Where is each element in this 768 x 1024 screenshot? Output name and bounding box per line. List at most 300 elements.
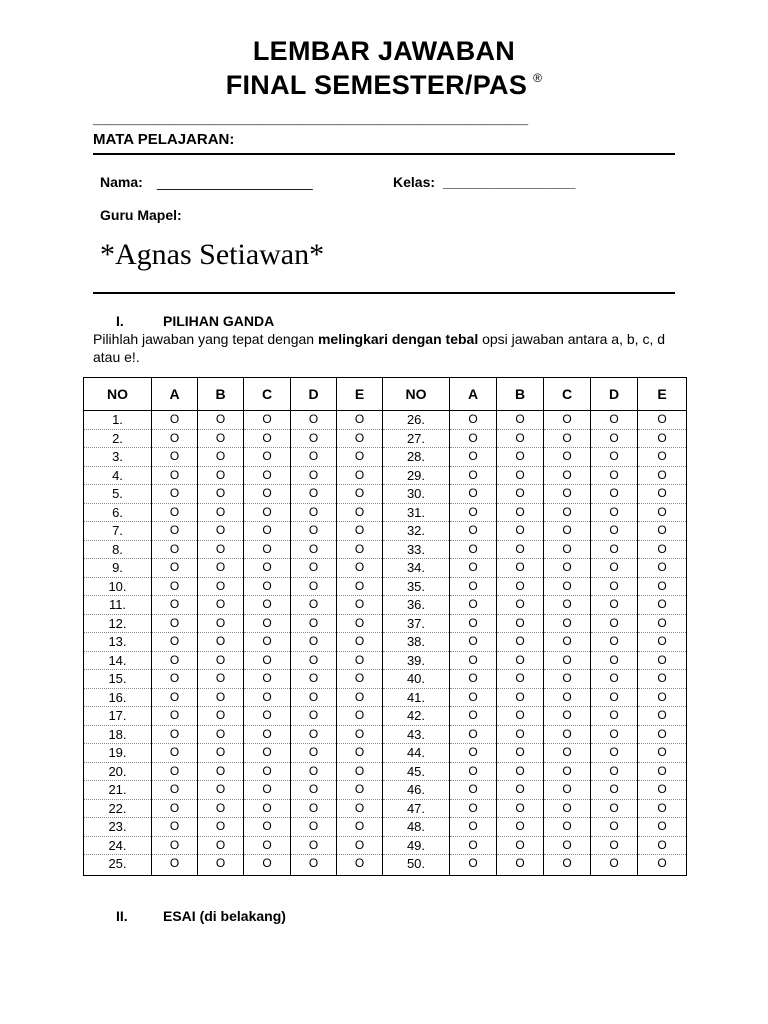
option-bubble[interactable]: O xyxy=(244,466,291,485)
option-bubble[interactable]: O xyxy=(198,688,244,707)
question-number: 15. xyxy=(84,670,152,689)
option-bubble[interactable]: O xyxy=(198,522,244,541)
option-bubble[interactable]: O xyxy=(198,540,244,559)
option-bubble[interactable]: O xyxy=(244,448,291,467)
option-bubble[interactable]: O xyxy=(544,485,591,504)
option-bubble[interactable]: O xyxy=(291,522,337,541)
option-bubble[interactable]: O xyxy=(244,596,291,615)
option-bubble[interactable]: O xyxy=(450,633,497,652)
option-bubble[interactable]: O xyxy=(497,503,544,522)
option-bubble[interactable]: O xyxy=(337,855,383,876)
question-number: 24. xyxy=(84,836,152,855)
option-bubble[interactable]: O xyxy=(638,577,687,596)
option-bubble[interactable]: O xyxy=(337,614,383,633)
question-number: 39. xyxy=(383,651,450,670)
option-bubble[interactable]: O xyxy=(591,725,638,744)
table-row xyxy=(84,448,687,467)
question-number: 4. xyxy=(84,466,152,485)
question-number: 29. xyxy=(383,466,450,485)
option-bubble[interactable]: O xyxy=(450,670,497,689)
option-bubble[interactable]: O xyxy=(244,707,291,726)
option-bubble[interactable]: O xyxy=(450,466,497,485)
option-bubble[interactable]: O xyxy=(198,429,244,448)
option-bubble[interactable]: O xyxy=(638,522,687,541)
guru-label: Guru Mapel: xyxy=(100,207,182,223)
option-bubble[interactable]: O xyxy=(291,411,337,430)
option-bubble[interactable]: O xyxy=(638,485,687,504)
option-bubble[interactable]: O xyxy=(497,762,544,781)
option-bubble[interactable]: O xyxy=(450,503,497,522)
option-bubble[interactable]: O xyxy=(591,540,638,559)
option-bubble[interactable]: O xyxy=(337,836,383,855)
option-bubble[interactable]: O xyxy=(497,614,544,633)
column-header: NO xyxy=(383,378,450,411)
option-bubble[interactable]: O xyxy=(198,448,244,467)
option-bubble[interactable]: O xyxy=(497,707,544,726)
option-bubble[interactable]: O xyxy=(244,651,291,670)
option-bubble[interactable]: O xyxy=(337,503,383,522)
option-bubble[interactable]: O xyxy=(497,429,544,448)
option-bubble[interactable]: O xyxy=(337,670,383,689)
option-bubble[interactable]: O xyxy=(544,429,591,448)
option-bubble[interactable]: O xyxy=(291,466,337,485)
option-bubble[interactable]: O xyxy=(291,762,337,781)
option-bubble[interactable]: O xyxy=(638,448,687,467)
option-bubble[interactable]: O xyxy=(152,503,198,522)
option-bubble[interactable]: O xyxy=(198,559,244,578)
option-bubble[interactable]: O xyxy=(638,411,687,430)
subject-label: MATA PELAJARAN: xyxy=(93,131,235,148)
option-bubble[interactable]: O xyxy=(291,781,337,800)
option-bubble[interactable]: O xyxy=(337,762,383,781)
option-bubble[interactable]: O xyxy=(591,855,638,876)
option-bubble[interactable]: O xyxy=(337,448,383,467)
option-bubble[interactable]: O xyxy=(638,670,687,689)
option-bubble[interactable]: O xyxy=(638,799,687,818)
option-bubble[interactable]: O xyxy=(337,651,383,670)
option-bubble[interactable]: O xyxy=(450,522,497,541)
option-bubble[interactable]: O xyxy=(591,559,638,578)
option-bubble[interactable]: O xyxy=(591,633,638,652)
option-bubble[interactable]: O xyxy=(638,651,687,670)
option-bubble[interactable]: O xyxy=(291,448,337,467)
table-row xyxy=(84,818,687,837)
table-row xyxy=(84,503,687,522)
question-number: 28. xyxy=(383,448,450,467)
option-bubble[interactable]: O xyxy=(591,448,638,467)
table-row xyxy=(84,781,687,800)
option-bubble[interactable]: O xyxy=(152,651,198,670)
option-bubble[interactable]: O xyxy=(198,818,244,837)
option-bubble[interactable]: O xyxy=(198,596,244,615)
option-bubble[interactable]: O xyxy=(291,577,337,596)
option-bubble[interactable]: O xyxy=(244,836,291,855)
option-bubble[interactable]: O xyxy=(544,836,591,855)
option-bubble[interactable]: O xyxy=(591,781,638,800)
option-bubble[interactable]: O xyxy=(152,466,198,485)
option-bubble[interactable]: O xyxy=(337,540,383,559)
option-bubble[interactable]: O xyxy=(152,559,198,578)
question-number: 25. xyxy=(84,855,152,876)
option-bubble[interactable]: O xyxy=(450,762,497,781)
option-bubble[interactable]: O xyxy=(497,799,544,818)
question-number: 41. xyxy=(383,688,450,707)
option-bubble[interactable]: O xyxy=(497,485,544,504)
option-bubble[interactable]: O xyxy=(544,596,591,615)
option-bubble[interactable]: O xyxy=(497,855,544,876)
option-bubble[interactable]: O xyxy=(544,448,591,467)
option-bubble[interactable]: O xyxy=(244,411,291,430)
option-bubble[interactable]: O xyxy=(544,688,591,707)
option-bubble[interactable]: O xyxy=(638,540,687,559)
option-bubble[interactable]: O xyxy=(497,651,544,670)
option-bubble[interactable]: O xyxy=(152,522,198,541)
option-bubble[interactable]: O xyxy=(152,836,198,855)
question-number: 26. xyxy=(383,411,450,430)
option-bubble[interactable]: O xyxy=(497,688,544,707)
option-bubble[interactable]: O xyxy=(198,836,244,855)
option-bubble[interactable]: O xyxy=(244,485,291,504)
option-bubble[interactable]: O xyxy=(591,411,638,430)
option-bubble[interactable]: O xyxy=(337,596,383,615)
option-bubble[interactable]: O xyxy=(638,688,687,707)
option-bubble[interactable]: O xyxy=(152,707,198,726)
option-bubble[interactable]: O xyxy=(638,633,687,652)
option-bubble[interactable]: O xyxy=(152,633,198,652)
option-bubble[interactable]: O xyxy=(544,855,591,876)
question-number: 5. xyxy=(84,485,152,504)
question-number: 44. xyxy=(383,744,450,763)
option-bubble[interactable]: O xyxy=(244,799,291,818)
option-bubble[interactable]: O xyxy=(497,540,544,559)
option-bubble[interactable]: O xyxy=(544,799,591,818)
option-bubble[interactable]: O xyxy=(450,485,497,504)
option-bubble[interactable]: O xyxy=(638,836,687,855)
option-bubble[interactable]: O xyxy=(152,688,198,707)
table-row xyxy=(84,670,687,689)
option-bubble[interactable]: O xyxy=(198,633,244,652)
column-header: NO xyxy=(84,378,152,411)
option-bubble[interactable]: O xyxy=(450,818,497,837)
option-bubble[interactable]: O xyxy=(152,485,198,504)
question-number: 38. xyxy=(383,633,450,652)
table-row xyxy=(84,614,687,633)
option-bubble[interactable]: O xyxy=(291,836,337,855)
option-bubble[interactable]: O xyxy=(591,651,638,670)
option-bubble[interactable]: O xyxy=(497,744,544,763)
option-bubble[interactable]: O xyxy=(638,818,687,837)
option-bubble[interactable]: O xyxy=(497,781,544,800)
option-bubble[interactable]: O xyxy=(152,855,198,876)
option-bubble[interactable]: O xyxy=(244,614,291,633)
option-bubble[interactable]: O xyxy=(337,429,383,448)
option-bubble[interactable]: O xyxy=(638,744,687,763)
option-bubble[interactable]: O xyxy=(638,614,687,633)
option-bubble[interactable]: O xyxy=(591,836,638,855)
option-bubble[interactable]: O xyxy=(497,448,544,467)
option-bubble[interactable]: O xyxy=(291,855,337,876)
option-bubble[interactable]: O xyxy=(544,411,591,430)
option-bubble[interactable]: O xyxy=(337,522,383,541)
option-bubble[interactable]: O xyxy=(152,411,198,430)
question-number: 49. xyxy=(383,836,450,855)
option-bubble[interactable]: O xyxy=(450,411,497,430)
option-bubble[interactable]: O xyxy=(152,744,198,763)
option-bubble[interactable]: O xyxy=(638,725,687,744)
option-bubble[interactable]: O xyxy=(244,688,291,707)
question-number: 48. xyxy=(383,818,450,837)
option-bubble[interactable]: O xyxy=(591,466,638,485)
option-bubble[interactable]: O xyxy=(198,744,244,763)
section2-number: II. xyxy=(116,908,128,924)
option-bubble[interactable]: O xyxy=(244,633,291,652)
column-header: D xyxy=(291,378,337,411)
option-bubble[interactable]: O xyxy=(591,818,638,837)
question-number: 37. xyxy=(383,614,450,633)
option-bubble[interactable]: O xyxy=(244,670,291,689)
option-bubble[interactable]: O xyxy=(591,762,638,781)
question-number: 35. xyxy=(383,577,450,596)
option-bubble[interactable]: O xyxy=(450,540,497,559)
option-bubble[interactable]: O xyxy=(450,781,497,800)
option-bubble[interactable]: O xyxy=(638,559,687,578)
option-bubble[interactable]: O xyxy=(152,781,198,800)
option-bubble[interactable]: O xyxy=(337,466,383,485)
option-bubble[interactable]: O xyxy=(450,559,497,578)
option-bubble[interactable]: O xyxy=(244,818,291,837)
option-bubble[interactable]: O xyxy=(152,818,198,837)
option-bubble[interactable]: O xyxy=(198,725,244,744)
option-bubble[interactable]: O xyxy=(591,429,638,448)
instruction-post: opsi jawaban antara a, b, c, d atau e!. xyxy=(93,331,666,365)
option-bubble[interactable]: O xyxy=(291,651,337,670)
question-number: 12. xyxy=(84,614,152,633)
option-bubble[interactable]: O xyxy=(291,614,337,633)
option-bubble[interactable]: O xyxy=(244,725,291,744)
option-bubble[interactable]: O xyxy=(291,818,337,837)
option-bubble[interactable]: O xyxy=(291,429,337,448)
answer-table xyxy=(83,377,687,876)
option-bubble[interactable]: O xyxy=(152,448,198,467)
option-bubble[interactable]: O xyxy=(337,799,383,818)
option-bubble[interactable]: O xyxy=(497,725,544,744)
option-bubble[interactable]: O xyxy=(152,614,198,633)
option-bubble[interactable]: O xyxy=(244,762,291,781)
question-number: 33. xyxy=(383,540,450,559)
option-bubble[interactable]: O xyxy=(152,762,198,781)
option-bubble[interactable]: O xyxy=(198,485,244,504)
option-bubble[interactable]: O xyxy=(291,503,337,522)
option-bubble[interactable]: O xyxy=(450,836,497,855)
option-bubble[interactable]: O xyxy=(638,596,687,615)
option-bubble[interactable]: O xyxy=(198,503,244,522)
option-bubble[interactable]: O xyxy=(337,633,383,652)
option-bubble[interactable]: O xyxy=(337,559,383,578)
option-bubble[interactable]: O xyxy=(544,466,591,485)
option-bubble[interactable]: O xyxy=(244,559,291,578)
option-bubble[interactable]: O xyxy=(337,781,383,800)
option-bubble[interactable]: O xyxy=(544,540,591,559)
question-number: 47. xyxy=(383,799,450,818)
nama-field[interactable]: ____________________ xyxy=(157,174,313,190)
option-bubble[interactable]: O xyxy=(152,725,198,744)
option-bubble[interactable]: O xyxy=(198,762,244,781)
option-bubble[interactable]: O xyxy=(544,725,591,744)
option-bubble[interactable]: O xyxy=(198,781,244,800)
option-bubble[interactable]: O xyxy=(337,688,383,707)
instruction-pre: Pilihlah jawaban yang tepat dengan xyxy=(93,331,318,347)
option-bubble[interactable]: O xyxy=(337,818,383,837)
option-bubble[interactable]: O xyxy=(244,744,291,763)
option-bubble[interactable]: O xyxy=(544,762,591,781)
option-bubble[interactable]: O xyxy=(244,503,291,522)
option-bubble[interactable]: O xyxy=(291,688,337,707)
option-bubble[interactable]: O xyxy=(544,781,591,800)
option-bubble[interactable]: O xyxy=(638,762,687,781)
option-bubble[interactable]: O xyxy=(198,577,244,596)
option-bubble[interactable]: O xyxy=(244,577,291,596)
option-bubble[interactable]: O xyxy=(152,429,198,448)
option-bubble[interactable]: O xyxy=(638,855,687,876)
question-number: 3. xyxy=(84,448,152,467)
option-bubble[interactable]: O xyxy=(544,670,591,689)
option-bubble[interactable]: O xyxy=(198,855,244,876)
option-bubble[interactable]: O xyxy=(337,707,383,726)
option-bubble[interactable]: O xyxy=(291,744,337,763)
option-bubble[interactable]: O xyxy=(544,614,591,633)
option-bubble[interactable]: O xyxy=(544,503,591,522)
option-bubble[interactable]: O xyxy=(291,559,337,578)
section1-instruction xyxy=(93,330,673,366)
option-bubble[interactable]: O xyxy=(497,596,544,615)
option-bubble[interactable]: O xyxy=(638,503,687,522)
option-bubble[interactable]: O xyxy=(497,522,544,541)
option-bubble[interactable]: O xyxy=(198,799,244,818)
option-bubble[interactable]: O xyxy=(544,633,591,652)
option-bubble[interactable]: O xyxy=(198,614,244,633)
option-bubble[interactable]: O xyxy=(152,577,198,596)
option-bubble[interactable]: O xyxy=(638,707,687,726)
table-row xyxy=(84,596,687,615)
option-bubble[interactable]: O xyxy=(291,670,337,689)
option-bubble[interactable]: O xyxy=(244,540,291,559)
option-bubble[interactable]: O xyxy=(497,559,544,578)
option-bubble[interactable]: O xyxy=(244,522,291,541)
option-bubble[interactable]: O xyxy=(291,799,337,818)
option-bubble[interactable]: O xyxy=(591,799,638,818)
option-bubble[interactable]: O xyxy=(544,577,591,596)
option-bubble[interactable]: O xyxy=(450,688,497,707)
kelas-label: Kelas: xyxy=(393,174,436,190)
question-number: 45. xyxy=(383,762,450,781)
option-bubble[interactable]: O xyxy=(152,799,198,818)
option-bubble[interactable]: O xyxy=(337,744,383,763)
option-bubble[interactable]: O xyxy=(591,503,638,522)
option-bubble[interactable]: O xyxy=(450,429,497,448)
option-bubble[interactable]: O xyxy=(544,818,591,837)
option-bubble[interactable]: O xyxy=(591,614,638,633)
option-bubble[interactable]: O xyxy=(291,540,337,559)
question-number: 46. xyxy=(383,781,450,800)
option-bubble[interactable]: O xyxy=(450,744,497,763)
question-number: 18. xyxy=(84,725,152,744)
option-bubble[interactable]: O xyxy=(450,651,497,670)
option-bubble[interactable]: O xyxy=(244,429,291,448)
option-bubble[interactable]: O xyxy=(450,707,497,726)
table-row xyxy=(84,725,687,744)
option-bubble[interactable]: O xyxy=(198,466,244,485)
option-bubble[interactable]: O xyxy=(497,411,544,430)
option-bubble[interactable]: O xyxy=(450,855,497,876)
option-bubble[interactable]: O xyxy=(198,670,244,689)
option-bubble[interactable]: O xyxy=(591,707,638,726)
option-bubble[interactable]: O xyxy=(337,411,383,430)
option-bubble[interactable]: O xyxy=(198,411,244,430)
question-number: 32. xyxy=(383,522,450,541)
option-bubble[interactable]: O xyxy=(152,540,198,559)
column-header: B xyxy=(497,378,544,411)
option-bubble[interactable]: O xyxy=(450,725,497,744)
option-bubble[interactable]: O xyxy=(544,707,591,726)
question-number: 14. xyxy=(84,651,152,670)
option-bubble[interactable]: O xyxy=(591,596,638,615)
option-bubble[interactable]: O xyxy=(450,614,497,633)
option-bubble[interactable]: O xyxy=(544,744,591,763)
table-row xyxy=(84,688,687,707)
option-bubble[interactable]: O xyxy=(497,670,544,689)
option-bubble[interactable]: O xyxy=(152,596,198,615)
option-bubble[interactable]: O xyxy=(291,633,337,652)
option-bubble[interactable]: O xyxy=(337,485,383,504)
option-bubble[interactable]: O xyxy=(291,485,337,504)
option-bubble[interactable]: O xyxy=(244,781,291,800)
option-bubble[interactable]: O xyxy=(337,725,383,744)
option-bubble[interactable]: O xyxy=(244,855,291,876)
option-bubble[interactable]: O xyxy=(450,799,497,818)
option-bubble[interactable]: O xyxy=(152,670,198,689)
question-number: 19. xyxy=(84,744,152,763)
option-bubble[interactable]: O xyxy=(591,688,638,707)
option-bubble[interactable]: O xyxy=(291,596,337,615)
option-bubble[interactable]: O xyxy=(291,725,337,744)
option-bubble[interactable]: O xyxy=(497,577,544,596)
option-bubble[interactable]: O xyxy=(497,818,544,837)
option-bubble[interactable]: O xyxy=(638,781,687,800)
title-text: FINAL SEMESTER/PAS xyxy=(225,70,528,100)
option-bubble[interactable]: O xyxy=(638,466,687,485)
option-bubble[interactable]: O xyxy=(497,633,544,652)
option-bubble[interactable]: O xyxy=(497,836,544,855)
option-bubble[interactable]: O xyxy=(591,577,638,596)
option-bubble[interactable]: O xyxy=(198,707,244,726)
option-bubble[interactable]: O xyxy=(544,651,591,670)
option-bubble[interactable]: O xyxy=(450,596,497,615)
option-bubble[interactable]: O xyxy=(198,651,244,670)
option-bubble[interactable]: O xyxy=(591,485,638,504)
option-bubble[interactable]: O xyxy=(591,522,638,541)
option-bubble[interactable]: O xyxy=(291,707,337,726)
option-bubble[interactable]: O xyxy=(544,522,591,541)
kelas-field[interactable]: _________________ xyxy=(443,174,576,190)
option-bubble[interactable]: O xyxy=(638,429,687,448)
option-bubble[interactable]: O xyxy=(337,577,383,596)
option-bubble[interactable]: O xyxy=(450,577,497,596)
option-bubble[interactable]: O xyxy=(591,744,638,763)
option-bubble[interactable]: O xyxy=(591,670,638,689)
option-bubble[interactable]: O xyxy=(544,559,591,578)
option-bubble[interactable]: O xyxy=(497,466,544,485)
option-bubble[interactable]: O xyxy=(450,448,497,467)
